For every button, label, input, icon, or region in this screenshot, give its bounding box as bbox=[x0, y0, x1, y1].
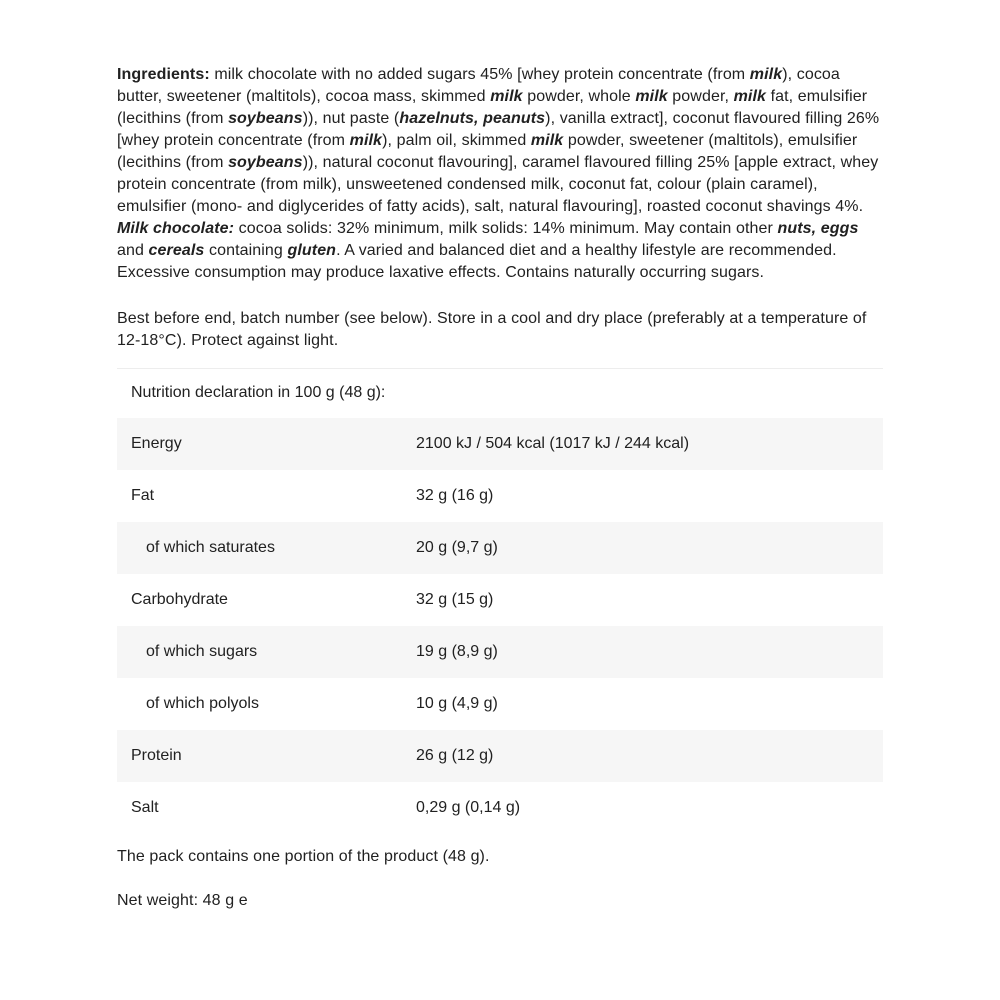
nutrient-label: Fat bbox=[131, 487, 155, 504]
ingredients-paragraph bbox=[117, 64, 883, 284]
nutrient-value: 32 g (16 g) bbox=[416, 487, 494, 504]
allergen-emphasis: soybeans bbox=[228, 154, 303, 171]
nutrition-row bbox=[117, 470, 883, 522]
nutrient-label: Salt bbox=[131, 799, 159, 816]
nutrient-label: of which sugars bbox=[146, 643, 258, 660]
nutrient-value: 19 g (8,9 g) bbox=[416, 643, 498, 660]
nutrition-row bbox=[117, 782, 883, 834]
allergen-emphasis: nuts, eggs bbox=[777, 220, 859, 237]
portion-note: The pack contains one portion of the product (48 g). bbox=[117, 848, 490, 865]
ingredients-text: and bbox=[117, 242, 149, 259]
ingredients-text: ), cocoa butter, sweetener (maltitols), cocoa mass, skimmed bbox=[117, 66, 840, 105]
nutrient-value: 10 g (4,9 g) bbox=[416, 695, 498, 712]
nutrition-table bbox=[117, 418, 883, 834]
ingredients-text: . A varied and balanced diet and a healthy lifestyle are recommended. Excessive consumption may produce laxative effects. Contains naturally occurring sugars. bbox=[117, 242, 837, 281]
ingredients-text: containing bbox=[204, 242, 288, 259]
allergen-emphasis: hazelnuts, peanuts bbox=[399, 110, 546, 127]
nutrient-label: Protein bbox=[131, 747, 182, 764]
allergen-emphasis: Milk chocolate: bbox=[117, 220, 235, 237]
ingredients-label: Ingredients: bbox=[117, 66, 215, 83]
nutrient-value: 26 g (12 g) bbox=[416, 747, 494, 764]
nutrition-row bbox=[117, 574, 883, 626]
allergen-emphasis: milk bbox=[530, 132, 564, 149]
nutrient-label: of which saturates bbox=[146, 539, 275, 556]
ingredients-text: milk chocolate with no added sugars 45% [whey protein concentrate (from bbox=[214, 66, 750, 83]
nutrition-row bbox=[117, 730, 883, 782]
nutrient-label: Carbohydrate bbox=[131, 591, 228, 608]
nutrient-label: Energy bbox=[131, 435, 182, 452]
ingredients-text: )), natural coconut flavouring], caramel flavoured filling 25% [apple extract, whey protein concentrate (from milk), unsweetened condensed milk, coconut fat, colour (plain caramel), emulsifier (mono- and diglycerides of fatty acids), salt, natural flavouring], roasted coconut shavings 4%. bbox=[117, 154, 879, 215]
allergen-emphasis: milk bbox=[349, 132, 383, 149]
ingredients-text: )), nut paste ( bbox=[302, 110, 400, 127]
ingredients-text: powder, sweetener (maltitols), emulsifier (lecithins (from bbox=[117, 132, 858, 171]
ingredients-text: ), vanilla extract], coconut flavoured filling 26% [whey protein concentrate (from bbox=[117, 110, 880, 149]
allergen-emphasis: cereals bbox=[148, 242, 205, 259]
nutrition-row bbox=[117, 626, 883, 678]
ingredients-text: cocoa solids: 32% minimum, milk solids: 14% minimum. May contain other bbox=[234, 220, 778, 237]
ingredients-text: powder, bbox=[667, 88, 734, 105]
nutrition-row bbox=[117, 522, 883, 574]
nutrient-value: 2100 kJ / 504 kcal (1017 kJ / 244 kcal) bbox=[416, 435, 690, 452]
nutrition-row bbox=[117, 678, 883, 730]
allergen-emphasis: milk bbox=[749, 66, 783, 83]
nutrient-value: 20 g (9,7 g) bbox=[416, 539, 498, 556]
nutrition-declaration-heading: Nutrition declaration in 100 g (48 g): bbox=[131, 384, 386, 401]
nutrient-value: 32 g (15 g) bbox=[416, 591, 494, 608]
ingredients-text: ), palm oil, skimmed bbox=[382, 132, 531, 149]
ingredients-text: fat, emulsifier (lecithins (from bbox=[117, 88, 868, 127]
allergen-emphasis: gluten bbox=[287, 242, 337, 259]
nutrient-value: 0,29 g (0,14 g) bbox=[416, 799, 521, 816]
nutrient-label: of which polyols bbox=[146, 695, 259, 712]
allergen-emphasis: soybeans bbox=[228, 110, 303, 127]
allergen-emphasis: milk bbox=[490, 88, 523, 105]
nutrition-row bbox=[117, 418, 883, 470]
ingredients-text: powder, whole bbox=[522, 88, 636, 105]
product-info-content bbox=[117, 64, 883, 912]
allergen-emphasis: milk bbox=[635, 88, 668, 105]
allergen-emphasis: milk bbox=[733, 88, 767, 105]
net-weight: Net weight: 48 g e bbox=[117, 892, 248, 909]
storage-instructions: Best before end, batch number (see below). Store in a cool and dry place (preferably at a temperature of 12-18°C). Protect against light. bbox=[117, 310, 867, 349]
